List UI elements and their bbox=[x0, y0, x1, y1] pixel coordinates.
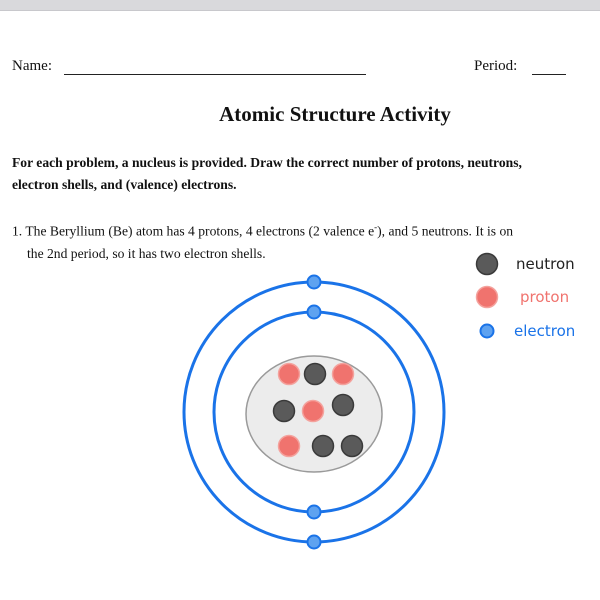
neutron[interactable] bbox=[274, 401, 295, 422]
proton[interactable] bbox=[279, 436, 300, 457]
electron-outer-bottom[interactable] bbox=[308, 536, 321, 549]
electron-inner-top[interactable] bbox=[308, 306, 321, 319]
problem-1-superscript: - bbox=[374, 222, 378, 232]
electron-outer-top[interactable] bbox=[308, 276, 321, 289]
problem-1-text-b: ), and 5 neutrons. It is on bbox=[377, 223, 514, 239]
page-title: Atomic Structure Activity bbox=[219, 102, 451, 126]
problem-1-line-2: the 2nd period, so it has two electron shells. bbox=[27, 245, 266, 261]
legend-electron-label: electron bbox=[514, 322, 576, 340]
proton[interactable] bbox=[279, 364, 300, 385]
legend-proton-label: proton bbox=[520, 288, 570, 306]
electron-inner-bottom[interactable] bbox=[308, 506, 321, 519]
name-label: Name: bbox=[12, 58, 52, 74]
neutron[interactable] bbox=[333, 395, 354, 416]
nucleons bbox=[274, 364, 363, 457]
legend-neutron-label: neutron bbox=[516, 255, 575, 273]
period-label: Period: bbox=[474, 58, 518, 74]
problem-1-text-a: 1. The Beryllium (Be) atom has 4 protons, 4 electrons (2 valence e bbox=[12, 223, 375, 239]
neutron[interactable] bbox=[305, 364, 326, 385]
legend-neutron-marker bbox=[477, 254, 498, 275]
instructions-line-1: For each problem, a nucleus is provided. Draw the correct number of protons, neutrons, bbox=[12, 155, 522, 170]
legend-electron-marker bbox=[481, 325, 494, 338]
proton[interactable] bbox=[303, 401, 324, 422]
neutron[interactable] bbox=[313, 436, 334, 457]
instructions-line-2: electron shells, and (valence) electrons. bbox=[12, 177, 237, 192]
neutron[interactable] bbox=[342, 436, 363, 457]
proton[interactable] bbox=[333, 364, 354, 385]
legend-proton-marker bbox=[477, 287, 498, 308]
